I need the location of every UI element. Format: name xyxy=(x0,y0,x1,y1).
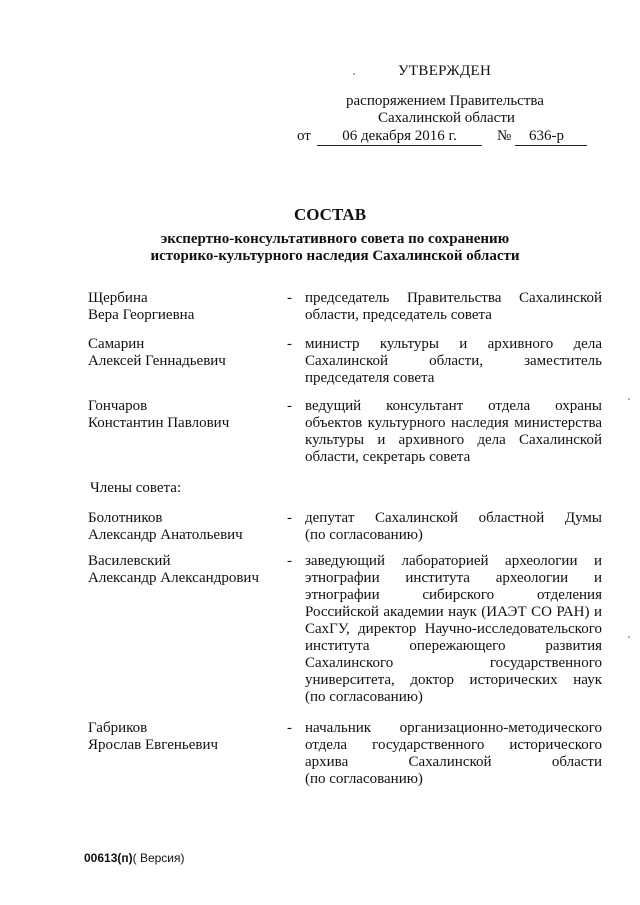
dash-separator: - xyxy=(287,398,292,414)
document-subtitle xyxy=(0,231,640,265)
role-line: председатель Правительства Сахалинской xyxy=(305,290,602,306)
member-surname: Василевский xyxy=(88,553,171,569)
dash-separator: - xyxy=(287,290,292,306)
role-line: министр культуры и архивного дела xyxy=(305,336,602,352)
role-line: депутат Сахалинской областной Думы xyxy=(305,510,602,526)
role-line: СахГУ, директор Научно-исследовательского xyxy=(305,621,602,637)
approval-title: УТВЕРЖДЕН xyxy=(398,63,492,79)
approval-date-row xyxy=(297,128,597,148)
dash-separator: - xyxy=(287,510,292,526)
member-name xyxy=(88,510,278,544)
role-line: объектов культурного наследия министерства xyxy=(305,415,602,431)
role-line: культуры и архивного дела Сахалинской xyxy=(305,432,602,448)
role-line: области, секретарь совета xyxy=(305,449,471,465)
member-name xyxy=(88,720,278,754)
member-given-name: Вера Георгиевна xyxy=(88,307,195,323)
members-section-label: Члены совета: xyxy=(90,480,182,496)
role-line: института опережающего развития xyxy=(305,638,602,654)
member-role xyxy=(305,553,602,706)
role-line: заведующий лабораторией археологии и xyxy=(305,553,602,569)
role-line: председателя совета xyxy=(305,370,435,386)
subtitle-line-1: экспертно-консультативного совета по сохранению xyxy=(160,231,510,247)
dash-separator: - xyxy=(287,336,292,352)
role-line: начальник организационно-методического xyxy=(305,720,602,736)
role-line: этнографии сибирского отделения xyxy=(305,587,602,603)
scan-speck xyxy=(628,398,630,400)
role-line: (по согласованию) xyxy=(305,527,423,543)
member-given-name: Ярослав Евгеньевич xyxy=(88,737,219,753)
member-surname: Самарин xyxy=(88,336,145,352)
footer-version: ( Версия) xyxy=(132,851,185,865)
from-label: от xyxy=(297,128,311,144)
subtitle-line-2: историко-культурного наследия Сахалинской области xyxy=(150,248,520,264)
member-name xyxy=(88,336,278,370)
member-surname: Болотников xyxy=(88,510,163,526)
member-surname: Щербина xyxy=(88,290,148,306)
approval-line-1: распоряжением Правительства xyxy=(346,93,544,109)
member-given-name: Александр Александрович xyxy=(88,570,259,586)
approval-date: 06 декабря 2016 г. xyxy=(317,128,482,146)
role-line: (по согласованию) xyxy=(305,689,423,705)
role-line: университета, доктор исторических наук xyxy=(305,672,602,688)
member-name xyxy=(88,553,278,587)
role-line: Российской академии наук (ИАЭТ СО РАН) и xyxy=(305,604,602,620)
role-line: отдела государственного исторического xyxy=(305,737,602,753)
approval-number: 636-р xyxy=(515,128,587,146)
document-footer-code xyxy=(84,852,185,865)
approval-line-2: Сахалинской области xyxy=(378,110,515,126)
role-line: ведущий консультант отдела охраны xyxy=(305,398,602,414)
role-line: этнографии института археологии и xyxy=(305,570,602,586)
footer-code: 00613(п) xyxy=(84,851,133,865)
scan-speck xyxy=(628,636,630,638)
role-line: архива Сахалинской области xyxy=(305,754,602,770)
member-given-name: Александр Анатольевич xyxy=(88,527,243,543)
member-surname: Габриков xyxy=(88,720,148,736)
member-role xyxy=(305,398,602,466)
scan-speck xyxy=(353,73,355,75)
member-role xyxy=(305,336,602,387)
number-sign: № xyxy=(497,128,512,144)
document-title: СОСТАВ xyxy=(293,205,367,224)
role-line: Сахалинской области, заместитель xyxy=(305,353,602,369)
member-given-name: Алексей Геннадьевич xyxy=(88,353,226,369)
role-line: области, председатель совета xyxy=(305,307,492,323)
member-given-name: Константин Павлович xyxy=(88,415,230,431)
member-name xyxy=(88,290,278,324)
member-surname: Гончаров xyxy=(88,398,148,414)
role-line: Сахалинского государственного xyxy=(305,655,602,671)
member-name xyxy=(88,398,278,432)
dash-separator: - xyxy=(287,720,292,736)
dash-separator: - xyxy=(287,553,292,569)
member-role xyxy=(305,510,602,544)
member-role xyxy=(305,720,602,788)
member-role xyxy=(305,290,602,324)
role-line: (по согласованию) xyxy=(305,771,423,787)
